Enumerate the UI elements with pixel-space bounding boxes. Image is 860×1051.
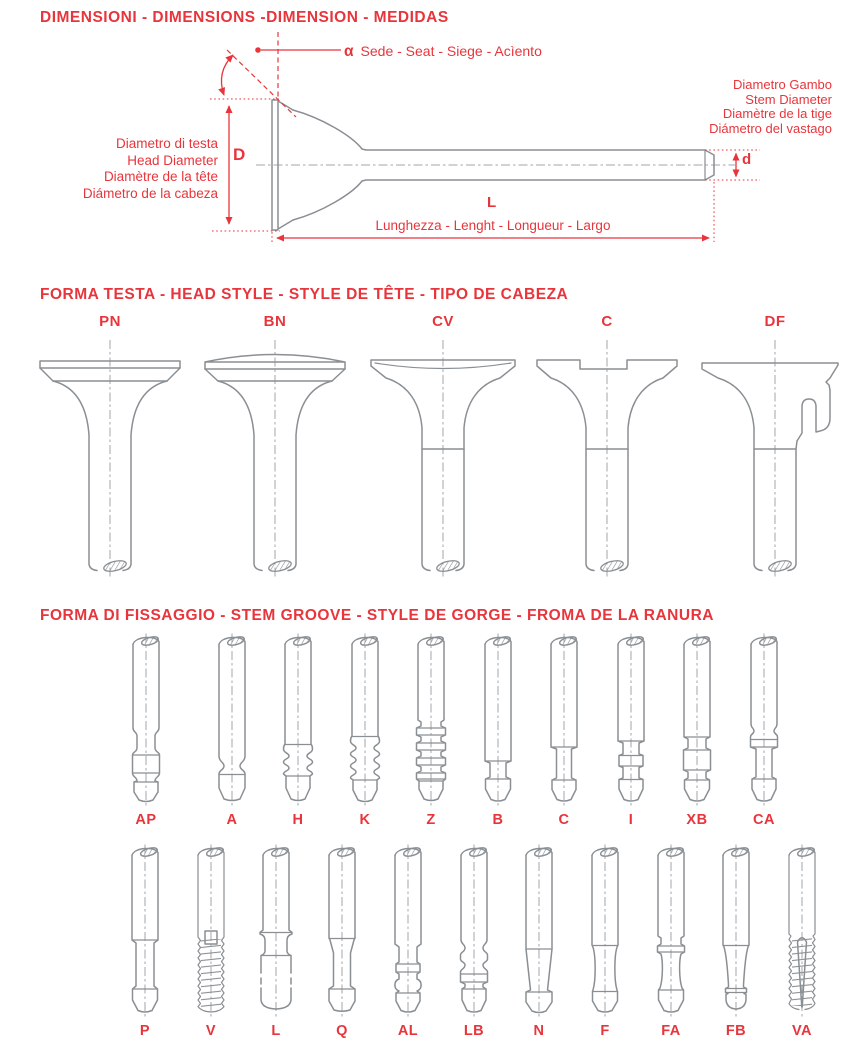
head-style-title: FORMA TESTA - HEAD STYLE - STYLE DE TÊTE - TIPO DE CABEZA xyxy=(40,286,569,303)
head-style-figure-c xyxy=(522,336,692,598)
stem-groove-label-ap: AP xyxy=(135,812,157,828)
stem-groove-figure-lb xyxy=(444,842,504,1022)
stem-groove-figure-f xyxy=(575,842,635,1022)
stem-groove-figure-fa xyxy=(641,842,701,1022)
stem-diameter-line: Stem Diameter xyxy=(745,91,832,107)
seat-label: Sede - Seat - Siege - Acìento xyxy=(360,43,542,59)
stem-groove-figure-q xyxy=(312,842,372,1022)
stem-groove-figure-c xyxy=(534,631,594,811)
stem-groove-label-p: P xyxy=(139,1023,151,1039)
length-label: Lunghezza - Lenght - Longueur - Largo xyxy=(375,218,611,233)
stem-groove-figure-b xyxy=(468,631,528,811)
stem-groove-label-b: B xyxy=(492,812,504,828)
stem-diameter-line: Diámetro del vastago xyxy=(709,120,832,136)
head-diameter-line: Diametro di testa xyxy=(115,136,218,151)
stem-groove-label-i: I xyxy=(628,812,634,828)
head-diameter-symbol: D xyxy=(233,145,246,164)
stem-groove-figure-h xyxy=(268,631,328,811)
stem-groove-label-n: N xyxy=(533,1023,545,1039)
stem-groove-figure-i xyxy=(601,631,661,811)
stem-groove-label-k: K xyxy=(359,812,371,828)
head-diameter-line: Head Diameter xyxy=(127,152,218,168)
stem-diameter-symbol: d xyxy=(742,151,752,168)
stem-groove-label-h: H xyxy=(292,812,304,828)
head-diameter-line: Diámetro de la cabeza xyxy=(82,185,218,201)
alpha-symbol: α xyxy=(344,43,354,60)
stem-groove-figure-v xyxy=(181,842,241,1022)
head-style-figure-df xyxy=(690,336,860,598)
stem-groove-label-fa: FA xyxy=(661,1023,681,1039)
stem-groove-figure-ca xyxy=(734,631,794,811)
stem-groove-figure-a xyxy=(202,631,262,811)
stem-groove-label-q: Q xyxy=(336,1023,348,1039)
stem-groove-figure-fb xyxy=(706,842,766,1022)
stem-groove-label-c: C xyxy=(558,812,570,828)
stem-groove-figure-k xyxy=(335,631,395,811)
stem-groove-figure-xb xyxy=(667,631,727,811)
head-style-label-bn: BN xyxy=(263,313,287,330)
stem-groove-title: FORMA DI FISSAGGIO - STEM GROOVE - STYLE DE GORGE - FROMA DE LA RANURA xyxy=(40,607,714,624)
stem-groove-figure-l xyxy=(246,842,306,1022)
dimensions-title: DIMENSIONI - DIMENSIONS -DIMENSION - MEDIDAS xyxy=(40,9,449,26)
length-symbol: L xyxy=(487,194,497,211)
head-style-label-c: C xyxy=(601,313,613,330)
stem-groove-figure-z xyxy=(401,631,461,811)
stem-groove-label-l: L xyxy=(271,1023,281,1039)
head-style-figure-cv xyxy=(358,336,528,598)
stem-groove-label-v: V xyxy=(205,1023,217,1039)
stem-groove-label-a: A xyxy=(226,812,238,828)
head-diameter-label xyxy=(28,136,218,202)
stem-groove-figure-p xyxy=(115,842,175,1022)
head-style-figure-bn xyxy=(190,336,360,598)
stem-groove-label-va: VA xyxy=(791,1023,813,1039)
head-style-figure-pn xyxy=(25,336,195,598)
head-style-label-pn: PN xyxy=(99,313,121,330)
stem-groove-figure-al xyxy=(378,842,438,1022)
seat-angle-label xyxy=(344,43,542,61)
stem-groove-figure-n xyxy=(509,842,569,1022)
stem-groove-label-al: AL xyxy=(397,1023,419,1039)
stem-groove-label-xb: XB xyxy=(686,812,708,828)
stem-groove-figure-ap xyxy=(116,631,176,811)
stem-diameter-line: Diamètre de la tige xyxy=(722,106,832,121)
head-style-label-df: DF xyxy=(764,313,786,330)
stem-groove-label-z: Z xyxy=(426,812,436,828)
stem-groove-label-f: F xyxy=(600,1023,610,1039)
head-diameter-line: Diamètre de la tête xyxy=(103,169,218,184)
stem-groove-label-lb: LB xyxy=(463,1023,485,1039)
stem-groove-label-fb: FB xyxy=(725,1023,747,1039)
stem-diameter-label xyxy=(640,78,832,136)
stem-groove-label-ca: CA xyxy=(753,812,775,828)
stem-diameter-line: Diametro Gambo xyxy=(733,77,832,92)
stem-groove-figure-va xyxy=(772,842,832,1022)
head-style-label-cv: CV xyxy=(432,313,454,330)
